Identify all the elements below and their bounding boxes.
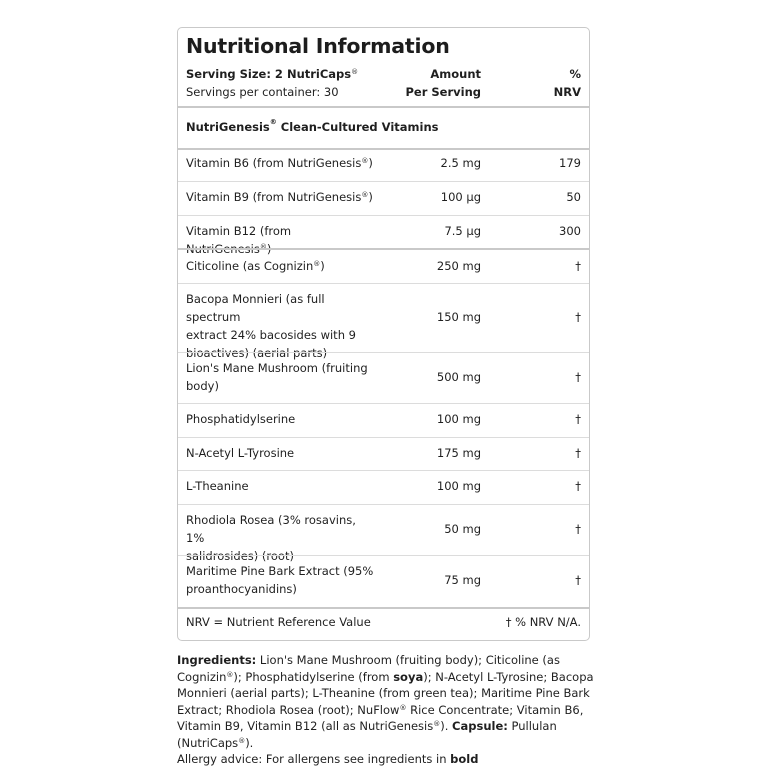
ingredient-nrv: † [575, 446, 581, 460]
divider [178, 106, 589, 108]
divider [178, 403, 589, 404]
divider [178, 148, 589, 150]
allergy-advice: Allergy advice: For allergens see ingredients in [177, 752, 451, 766]
nrv-header: % NRV [553, 67, 581, 99]
nutrient-name: Vitamin B12 (from NutriGenesis®) [186, 224, 292, 256]
ingredient-amount: 500 mg [436, 370, 481, 384]
ingredient-nrv: † [575, 310, 581, 324]
ingredient-name: Phosphatidylserine [186, 412, 296, 426]
divider [178, 352, 589, 353]
serving-size: Serving Size: 2 NutriCaps [186, 67, 352, 81]
divider [178, 607, 589, 609]
nutrient-amount: 100 µg [440, 190, 481, 204]
nutrient-name: Vitamin B6 (from NutriGenesis®) [186, 156, 373, 170]
ingredient-amount: 75 mg [444, 573, 481, 587]
serving-info: Serving Size: 2 NutriCaps® Servings per container: 30 [186, 67, 359, 99]
ingredient-name: N-Acetyl L-Tyrosine [186, 446, 295, 460]
divider [178, 555, 589, 556]
nutrition-panel [177, 27, 590, 641]
divider [178, 215, 589, 216]
ingredient-amount: 175 mg [436, 446, 481, 460]
nutrient-amount: 2.5 mg [440, 156, 481, 170]
ingredient-amount: 50 mg [444, 522, 481, 536]
divider [178, 248, 589, 250]
ingredient-amount: 100 mg [436, 479, 481, 493]
ingredient-amount: 150 mg [436, 310, 481, 324]
ingredient-name: Lion's Mane Mushroom (fruiting body) [186, 361, 368, 393]
ingredient-name: Citicoline (as Cognizin®) [186, 259, 325, 273]
panel-title: Nutritional Information [186, 34, 450, 58]
nutrient-nrv: 50 [566, 190, 581, 204]
ingredient-amount: 100 mg [436, 412, 481, 426]
nutrient-amount: 7.5 µg [444, 224, 481, 238]
nutrient-nrv: 179 [559, 156, 581, 170]
divider [178, 283, 589, 284]
nutrient-name: Vitamin B9 (from NutriGenesis®) [186, 190, 373, 204]
divider [178, 181, 589, 182]
ingredient-name: L-Theanine [186, 479, 249, 493]
ingredient-nrv: † [575, 522, 581, 536]
section-heading: NutriGenesis® Clean-Cultured Vitamins [186, 118, 439, 134]
ingredient-nrv: † [575, 259, 581, 273]
divider [178, 470, 589, 471]
nutrient-nrv: 300 [559, 224, 581, 238]
ingredients-paragraph: Ingredients: Lion's Mane Mushroom (fruiting body); Citicoline (as Cognizin®); Phosphatidylserine (from soya); N-Acetyl L-Tyrosine; Bacopa Monnieri (aerial parts); L-Theanine (from green tea); Maritime Pine Bark Extract; Rhodiola Rosea (root); NuFlow® Rice Concentrate; Vitamin B6, Vitamin B9, Vitamin B12 (all as NutriGenesis®). Capsule: Pullulan (NutriCaps®). Allergy advice: For allergens see ingredients in bold [177, 653, 594, 766]
nrv-footnote: † % NRV N/A. [505, 615, 581, 629]
divider [178, 504, 589, 505]
ingredient-nrv: † [575, 573, 581, 587]
nrv-legend: NRV = Nutrient Reference Value [186, 615, 371, 629]
ingredient-amount: 250 mg [436, 259, 481, 273]
divider [178, 437, 589, 438]
ingredient-nrv: † [575, 370, 581, 384]
ingredient-nrv: † [575, 412, 581, 426]
servings-per-container: Servings per container: 30 [186, 85, 339, 99]
ingredient-name: Rhodiola Rosea (3% rosavins, 1% salidrosides) (root) [186, 513, 356, 563]
ingredient-nrv: † [575, 479, 581, 493]
ingredient-name: Maritime Pine Bark Extract (95% proanthocyanidins) [186, 564, 374, 596]
amount-header: Amount Per Serving [405, 67, 481, 99]
ingredient-name: Bacopa Monnieri (as full spectrum extract 24% bacosides with 9 bioactives) (aerial parts) [186, 292, 356, 360]
